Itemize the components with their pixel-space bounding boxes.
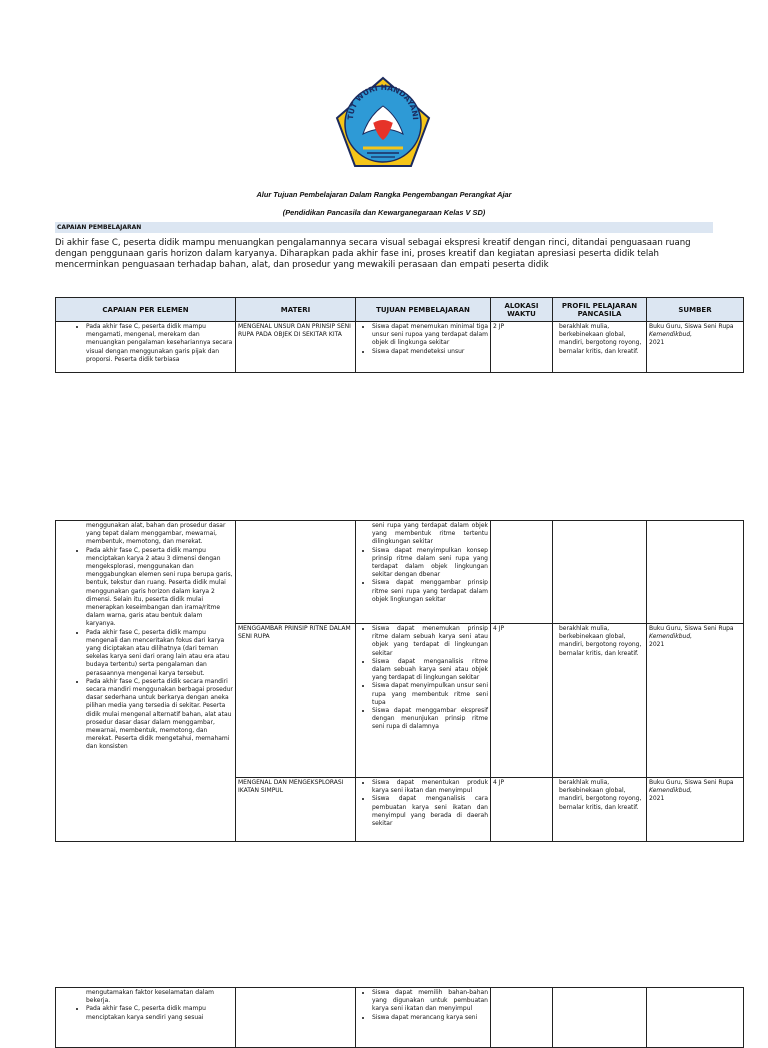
list-item: • Pada akhir fase C, peserta didik mampu menciptakan karya sendiri yang sesuai: [86, 1005, 233, 1021]
profil-cell: [553, 988, 647, 1048]
sumber-cell: Buku Guru, Siswa Seni Rupa Kemendikbud, 2021: [647, 624, 744, 778]
section-label: CAPAIAN PEMBELAJARAN: [55, 222, 713, 233]
list-item: • Siswa dapat mendeteksi unsur: [372, 348, 488, 356]
list-item: • Pada akhir fase C, peserta didik mampu menciptakan karya 2 atau 3 dimensi dengan mengeksplorasi, menggunakan dan menggabungkan elemen seni rupa berupa garis, bentuk, tekstur dan ruang. Peserta didik mulai menggunakan garis horizon dalam karya 2 dimensi. Selain itu, peserta didik mulai menerapkan keseimbangan dan irama/ritme dalam warna, garis atau bentuk dalam karyanya.: [86, 547, 233, 629]
alokasi-cell: [491, 521, 553, 624]
learning-flow-table-continued: [55, 520, 744, 842]
tujuan-cell: [356, 322, 491, 373]
learning-flow-table-page-3: [55, 987, 744, 1048]
profil-cell: berakhlak mulia, berkebinekaan global, mandiri, bergotong royong, bernalar kritis, dan kreatif.: [553, 322, 647, 373]
materi-cell: [236, 521, 356, 624]
tujuan-cell: [356, 624, 491, 778]
alokasi-cell: 4 JP: [491, 778, 553, 842]
tujuan-cell: [356, 521, 491, 624]
alokasi-cell: 2 JP: [491, 322, 553, 373]
intro-paragraph: Di akhir fase C, peserta didik mampu menuangkan pengalamannya secara visual sebagai ekspresi kreatif dengan rinci, ditandai penguasaan ruang dengan penggunaan garis horizon dalam karyanya. Diharapkan pada akhir fase ini, proses kreatif dan kegiatan apresiasi peserta didik telah mencerminkan penguasaan terhadap bahan, alat, dan prosedur yang mewakili perasaan dan empati peserta didik: [55, 238, 691, 270]
capaian-cell: [56, 988, 236, 1048]
list-item: menggunakan alat, bahan dan prosedur dasar yang tepat dalam menggambar, mewarnai, membentuk, memotong, dan merekat.: [86, 522, 226, 546]
list-item: • Siswa dapat merancang karya seni: [372, 1014, 488, 1022]
materi-cell: MENGENAL DAN MENGEKSPLORASI IKATAN SIMPUL: [236, 778, 356, 842]
tujuan-cell: [356, 778, 491, 842]
capaian-cell: [56, 521, 236, 842]
alokasi-cell: 4 JP: [491, 624, 553, 778]
list-item: • Pada akhir fase C, peserta didik mampu mengamati, mengenal, merekam dan menuangkan pengalaman kesehariannya secara visual dengan menggunakan garis pijak dan proporsi. Peserta didik terbiasa: [86, 323, 233, 364]
list-item: • Siswa dapat menyimpulkan unsur seni rupa yang membentuk ritme seni tupa: [372, 682, 488, 707]
materi-cell: [236, 988, 356, 1048]
profil-cell: berakhlak mulia, berkebinekaan global, mandiri, bergotong royong, bernalar kritis, dan kreatif.: [553, 624, 647, 778]
header-sumber: SUMBER: [647, 298, 744, 322]
list-item: • Siswa dapat menemukan prinsip ritme dalam sebuah karya seni atau objek yang terdapat di lingkungan sekitar: [372, 625, 488, 658]
list-item: mengutamakan faktor keselamatan dalam bekerja.: [86, 989, 214, 1005]
header-profil: PROFIL PELAJARAN PANCASILA: [553, 298, 647, 322]
header-capaian: CAPAIAN PER ELEMEN: [56, 298, 236, 322]
list-item: • Siswa dapat menggambar prinsip ritme seni rupa yang terdapat dalam objek lingkungan sekitar: [372, 579, 488, 604]
materi-cell: MENGENAL UNSUR DAN PRINSIP SENI RUPA PADA OBJEK DI SEKITAR KITA: [236, 322, 356, 373]
table-row: [56, 521, 744, 624]
list-item: • Siswa dapat menemukan minimal tiga unsur seni rupoa yang terdapat dalam objek di lingkunga sekitar: [372, 323, 488, 348]
table-row: [56, 988, 744, 1048]
tut-wuri-handayani-logo: [333, 76, 433, 168]
svg-text:TUT WURI HANDAYANI: TUT WURI HANDAYANI: [345, 82, 421, 121]
list-item: • Siswa dapat menganalisis cara pembuatan karya seni ikatan dan menyimpul yang berada di daerah sekitar: [372, 795, 488, 828]
profil-cell: [553, 521, 647, 624]
list-item: • Pada akhir fase C, peserta didik mampu mengenali dan menceritakan fokus dari karya yang diciptakan atau dilihatnya (dari teman sekelas karya seni dari orang lain atau era atau budaya tertentu) serta pengalaman dan perasaannya mengenai karya tersebut.: [86, 629, 233, 678]
list-item: • Siswa dapat memilih bahan-bahan yang digunakan untuk pembuatan karya seni ikatan dan menyimpul: [372, 989, 488, 1014]
header-tujuan: TUJUAN PEMBELAJARAN: [356, 298, 491, 322]
list-item: • Siswa dapat menyimpulkan konsep prinsip ritme dalam seni rupa yang terdapat dalam objek lingkungan sekitar dengan dbenar: [372, 547, 488, 580]
list-item: • Siswa dapat menganalisis ritme dalam sebuah karya seni atau objek yang terdapat di lingkungan sekitar: [372, 658, 488, 683]
header-alokasi: ALOKASI WAKTU: [491, 298, 553, 322]
list-item: • Pada akhir fase C, peserta didik secara mandiri secara mandiri menggunakan berbagai prosedur dasar sederhana untuk berkarya dengan aneka pilihan media yang tersedia di sekitar. Peserta didik mulai mengenal alternatif bahan, alat atau prosedur dasar dasar dalam menggambar, mewarnai, membentuk, memotong, dan merekat. Peserta didik mengetahui, memahami dan konsisten: [86, 678, 233, 752]
sumber-cell: Buku Guru, Siswa Seni Rupa Kemendikbud, 2021: [647, 778, 744, 842]
learning-flow-table: [55, 297, 744, 373]
table-row: [56, 322, 744, 373]
list-item: seni rupa yang terdapat dalam objek yang membentuk ritme tertentu dilingkungan sekitar: [372, 522, 488, 546]
alokasi-cell: [491, 988, 553, 1048]
sumber-cell: Buku Guru, Siswa Seni Rupa Kemendikbud, 2021: [647, 322, 744, 373]
header-materi: MATERI: [236, 298, 356, 322]
tujuan-cell: [356, 988, 491, 1048]
profil-cell: berakhlak mulia, berkebinekaan global, mandiri, bergotong royong, bernalar kritis, dan kreatif.: [553, 778, 647, 842]
sumber-cell: [647, 988, 744, 1048]
capaian-cell: [56, 322, 236, 373]
materi-cell: MENGGAMBAR PRINSIP RITNE DALAM SENI RUPA: [236, 624, 356, 778]
sumber-cell: [647, 521, 744, 624]
list-item: • Siswa dapat menggambar ekspresif dengan menunjukan prinsip ritme seni rupa di dalamnya: [372, 707, 488, 732]
document-subtitle: (Pendidikan Pancasila dan Kewarganegaraan Kelas V SD): [282, 208, 486, 217]
document-title: Alur Tujuan Pembelajaran Dalam Rangka Pengembangan Perangkat Ajar: [256, 190, 512, 199]
list-item: • Siswa dapat menentukan produk karya seni ikatan dan menyimpul: [372, 779, 488, 795]
